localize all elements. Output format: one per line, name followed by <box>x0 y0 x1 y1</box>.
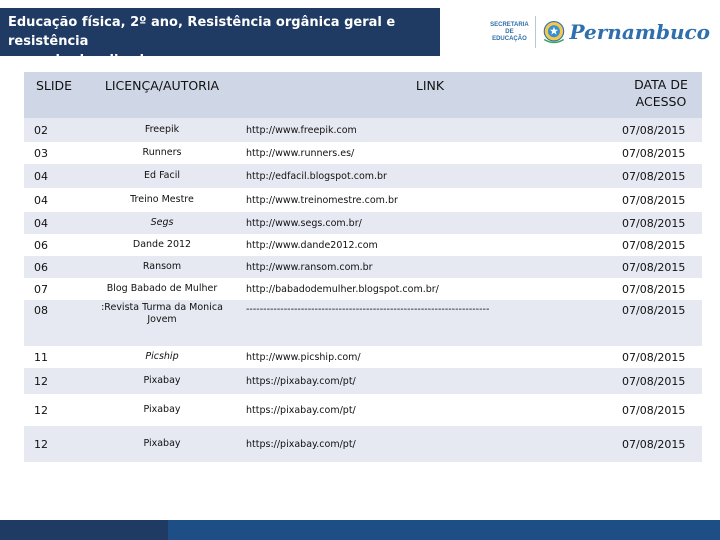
col-header-date-line2: ACESSO <box>635 94 687 109</box>
table-row <box>24 278 702 300</box>
table-row <box>24 256 702 278</box>
cell-date: 07/08/2015 <box>622 374 686 388</box>
cell-slide: 07 <box>34 282 48 296</box>
cell-slide: 02 <box>34 123 48 137</box>
cell-link: http://edfacil.blogspot.com.br <box>246 170 387 182</box>
pernambuco-crest-icon <box>542 14 566 50</box>
cell-license: Ransom <box>142 261 182 272</box>
cell-slide: 04 <box>34 193 48 207</box>
table-row <box>24 346 702 368</box>
cell-slide: 06 <box>34 260 48 274</box>
cell-date: 07/08/2015 <box>622 123 686 137</box>
cell-date: 07/08/2015 <box>622 304 686 317</box>
table-row <box>24 188 702 212</box>
table-row <box>24 368 702 394</box>
footer-accent-bar <box>168 520 720 540</box>
cell-date: 07/08/2015 <box>622 238 686 252</box>
cell-link: http://www.treinomestre.com.br <box>246 194 398 206</box>
cell-link: http://www.freepik.com <box>246 124 357 136</box>
table-row <box>24 164 702 188</box>
cell-link: http://www.segs.com.br/ <box>246 217 362 229</box>
credits-table <box>24 72 702 462</box>
cell-license: Runners <box>142 147 182 158</box>
secretaria-line2: DE EDUCAÇÃO <box>492 28 527 42</box>
table-row <box>24 394 702 426</box>
cell-date: 07/08/2015 <box>622 216 686 230</box>
cell-slide: 08 <box>34 304 48 317</box>
cell-date: 07/08/2015 <box>622 169 686 183</box>
cell-license: Ed Facil <box>144 170 180 181</box>
cell-slide: 11 <box>34 350 48 364</box>
cell-license: Picship <box>145 351 179 362</box>
government-logo <box>490 12 710 52</box>
cell-link: http://www.runners.es/ <box>246 147 355 159</box>
state-logo <box>570 14 710 50</box>
state-name: Pernambuco <box>569 20 710 44</box>
cell-date: 07/08/2015 <box>622 403 686 417</box>
table-row <box>24 426 702 462</box>
cell-license: Segs <box>150 217 174 228</box>
cell-link: https://pixabay.com/pt/ <box>246 404 356 416</box>
cell-license: Pixabay <box>143 438 181 449</box>
secretaria-line1: SECRETARIA <box>490 21 529 28</box>
slide-title <box>0 8 440 68</box>
cell-license: Pixabay <box>143 375 181 386</box>
col-header-date <box>620 72 702 118</box>
cell-date: 07/08/2015 <box>622 193 686 207</box>
cell-link: http://www.picship.com/ <box>246 351 361 363</box>
cell-slide: 04 <box>34 169 48 183</box>
cell-license: Dande 2012 <box>132 239 192 250</box>
state-tagline <box>570 43 710 50</box>
cell-slide: 06 <box>34 238 48 252</box>
cell-license: Blog Babado de Mulher <box>106 283 218 294</box>
cell-slide: 12 <box>34 374 48 388</box>
table-header-row <box>24 72 702 118</box>
cell-link: ----------------------------------------------------------------------- <box>246 304 490 315</box>
cell-slide: 12 <box>34 437 48 451</box>
col-header-slide: SLIDE <box>35 78 73 93</box>
cell-license: Pixabay <box>143 404 181 415</box>
col-header-date-line1: DATA DE <box>634 77 688 92</box>
cell-license: Treino Mestre <box>130 194 194 205</box>
cell-date: 07/08/2015 <box>622 146 686 160</box>
table-row <box>24 234 702 256</box>
cell-link: http://www.dande2012.com <box>246 239 378 251</box>
cell-link: https://pixabay.com/pt/ <box>246 375 356 387</box>
table-row <box>24 118 702 142</box>
cell-date: 07/08/2015 <box>622 282 686 296</box>
cell-license: Freepik <box>144 124 180 135</box>
slide-title-line2: muscular localizada. <box>8 53 158 68</box>
secretaria-logo-text <box>490 14 529 50</box>
table-row <box>24 300 702 346</box>
col-header-license: LICENÇA/AUTORIA <box>104 78 220 93</box>
cell-slide: 04 <box>34 216 48 230</box>
cell-link: https://pixabay.com/pt/ <box>246 438 356 450</box>
cell-slide: 12 <box>34 403 48 417</box>
cell-slide: 03 <box>34 146 48 160</box>
cell-date: 07/08/2015 <box>622 350 686 364</box>
logo-divider <box>535 16 536 48</box>
cell-license: :Revista Turma da Monica Jovem <box>101 302 223 325</box>
col-header-link: LINK <box>415 78 445 93</box>
slide-title-line1: Educação física, 2º ano, Resistência orgânica geral e resistência <box>8 15 396 49</box>
table-body <box>24 118 702 462</box>
cell-date: 07/08/2015 <box>622 437 686 451</box>
table-row <box>24 142 702 164</box>
cell-link: http://www.ransom.com.br <box>246 261 373 273</box>
cell-link: http://babadodemulher.blogspot.com.br/ <box>246 283 439 295</box>
table-row <box>24 212 702 234</box>
cell-date: 07/08/2015 <box>622 260 686 274</box>
slide-header <box>0 0 720 68</box>
